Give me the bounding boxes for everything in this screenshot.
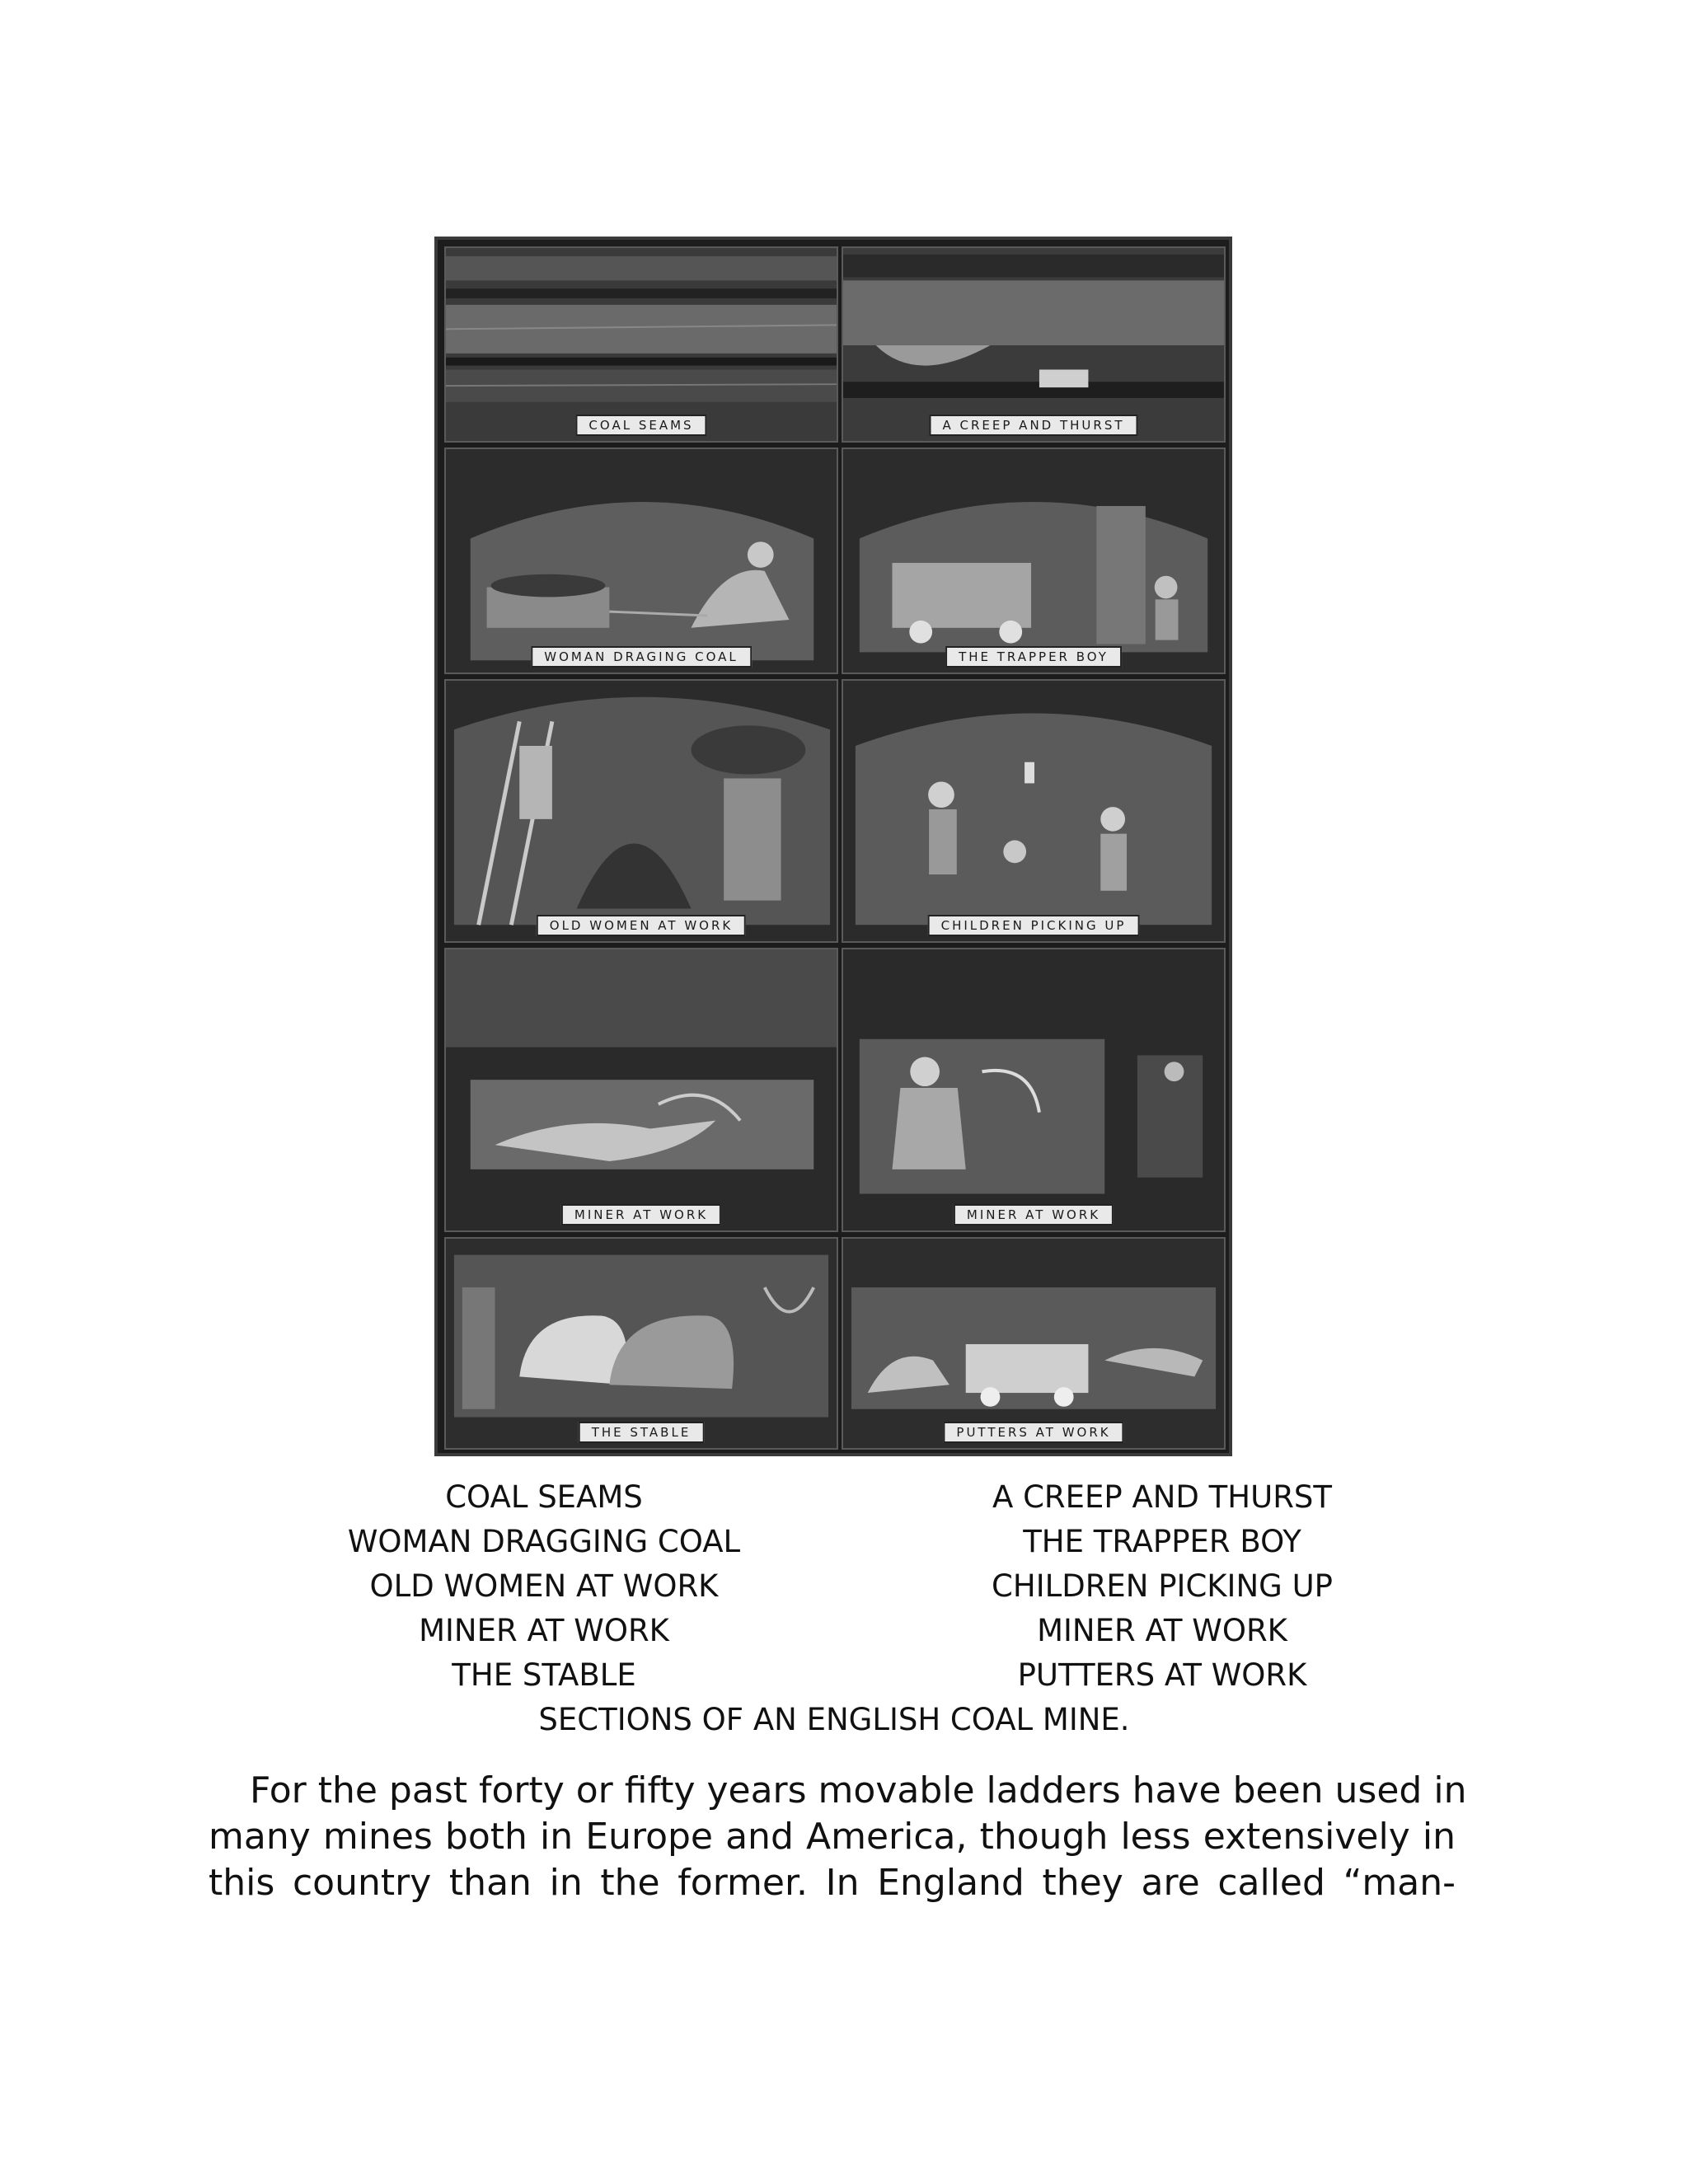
caption-left-1: COAL SEAMS bbox=[445, 1479, 643, 1515]
children-scene bbox=[843, 681, 1224, 941]
plate-label-coal-seams: COAL SEAMS bbox=[575, 415, 706, 436]
body-line: many mines both in Europe and America, though less extensively in bbox=[209, 1816, 1456, 1858]
body-paragraph bbox=[209, 1768, 1467, 1906]
creep-scene bbox=[843, 248, 1224, 441]
plate-label-creep-and-thurst: A CREEP AND THURST bbox=[929, 415, 1137, 436]
stable-scene bbox=[446, 1239, 837, 1448]
woman-dragging-scene bbox=[446, 449, 837, 673]
plate-label-miner-at-work-left: MINER AT WORK bbox=[561, 1204, 721, 1226]
panel-miner-at-work-left bbox=[444, 948, 838, 1232]
plate-label-old-women-at-work: OLD WOMEN AT WORK bbox=[537, 915, 746, 936]
plate-label-trapper-boy: THE TRAPPER BOY bbox=[945, 646, 1122, 668]
caption-right-5: PUTTERS AT WORK bbox=[1017, 1657, 1307, 1693]
panel-putters-at-work bbox=[842, 1237, 1226, 1450]
caption-left-2: WOMAN DRAGGING COAL bbox=[347, 1524, 741, 1559]
old-women-scene bbox=[446, 681, 837, 941]
caption-right-4: MINER AT WORK bbox=[1037, 1613, 1287, 1648]
panel-old-women-at-work bbox=[444, 679, 838, 943]
caption-right-2: THE TRAPPER BOY bbox=[1023, 1524, 1301, 1559]
panel-creep-and-thurst bbox=[842, 246, 1226, 443]
trapper-boy-scene bbox=[843, 449, 1224, 673]
putters-scene bbox=[843, 1239, 1224, 1448]
body-line: For the past forty or fifty years movable ladders have been used in bbox=[250, 1769, 1467, 1811]
plate-label-miner-at-work-right: MINER AT WORK bbox=[954, 1204, 1114, 1226]
panel-trapper-boy bbox=[842, 448, 1226, 674]
plate-label-woman-dragging-coal: WOMAN DRAGING COAL bbox=[531, 646, 752, 668]
coal-seams-scene bbox=[446, 248, 837, 441]
caption-right-3: CHILDREN PICKING UP bbox=[992, 1568, 1333, 1604]
caption-left-4: MINER AT WORK bbox=[419, 1613, 669, 1648]
caption-left-3: OLD WOMEN AT WORK bbox=[369, 1568, 719, 1604]
caption-left-5: THE STABLE bbox=[452, 1657, 636, 1693]
plate-label-the-stable: THE STABLE bbox=[579, 1422, 705, 1443]
panel-miner-at-work-right bbox=[842, 948, 1226, 1232]
caption-right-1: A CREEP AND THURST bbox=[992, 1479, 1332, 1515]
miner-right-scene bbox=[843, 949, 1224, 1230]
panel-the-stable bbox=[444, 1237, 838, 1450]
body-line: this country than in the former. In England they are called “man- bbox=[209, 1862, 1456, 1904]
plate-label-putters-at-work: PUTTERS AT WORK bbox=[943, 1422, 1123, 1443]
panel-coal-seams bbox=[444, 246, 838, 443]
panel-woman-dragging-coal bbox=[444, 448, 838, 674]
plate-label-children-picking-up: CHILDREN PICKING UP bbox=[928, 915, 1140, 936]
panel-children-picking-up bbox=[842, 679, 1226, 943]
figure-title: SECTIONS OF AN ENGLISH COAL MINE. bbox=[538, 1702, 1130, 1737]
miner-left-scene bbox=[446, 949, 837, 1230]
engraving-plate bbox=[434, 237, 1232, 1456]
